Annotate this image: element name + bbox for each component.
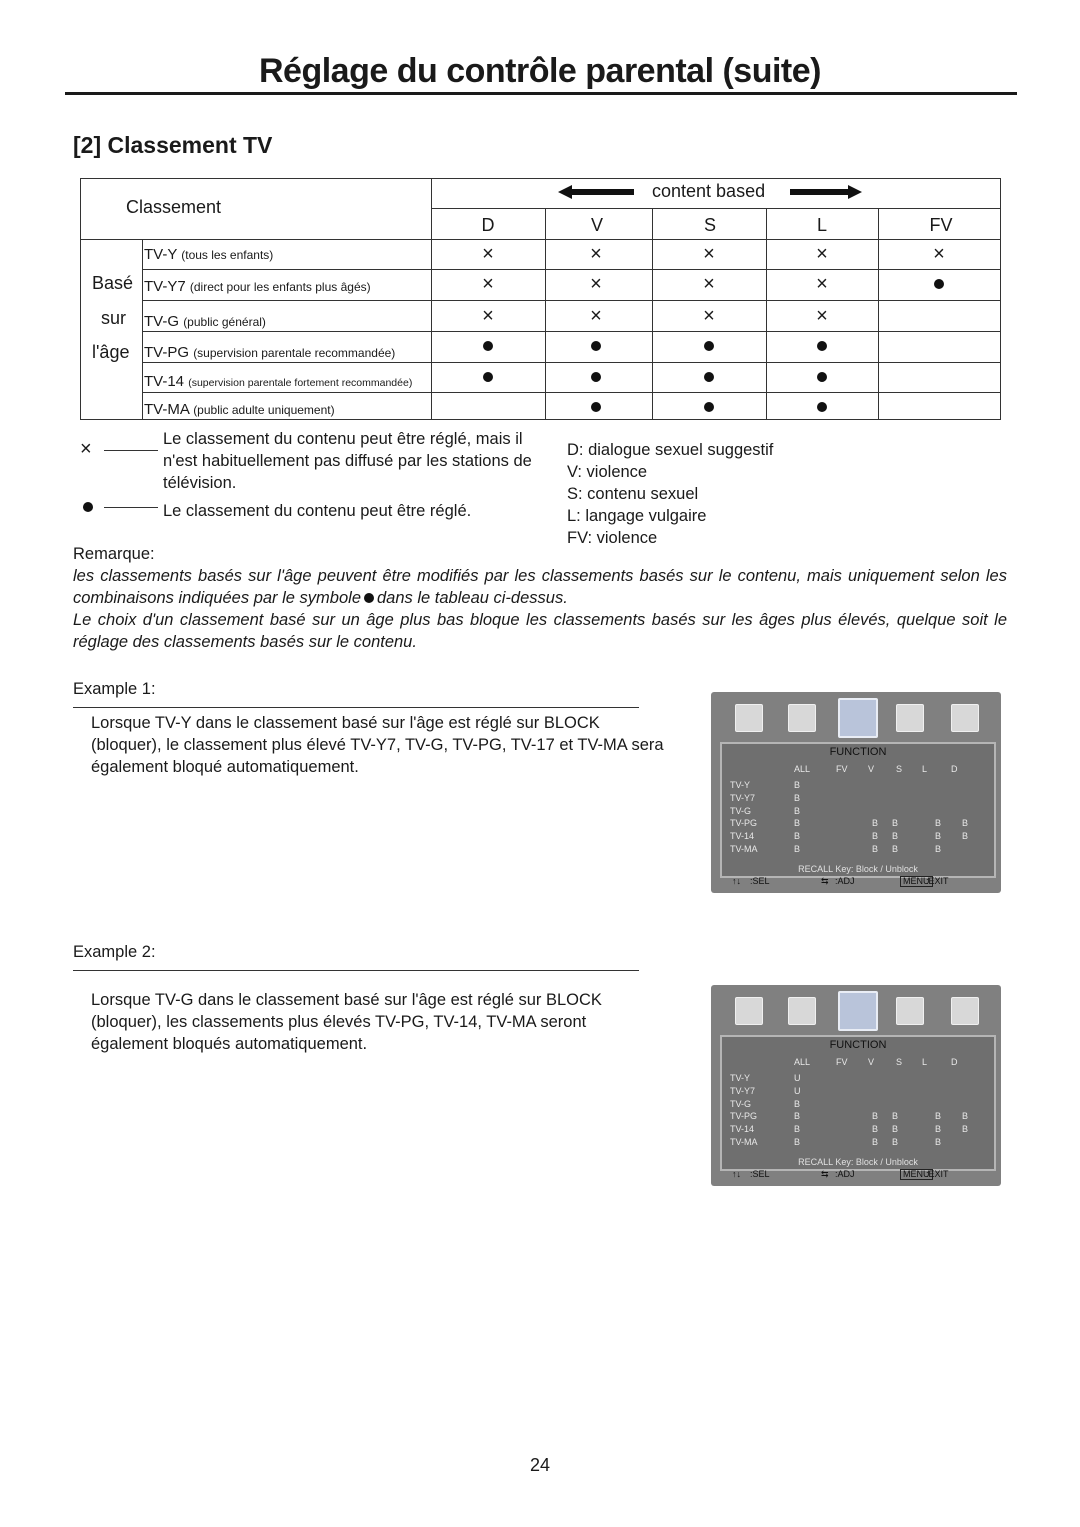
- remark-label: Remarque:: [73, 545, 155, 563]
- osd-cell[interactable]: B: [962, 1124, 969, 1135]
- osd-hint: RECALL Key: Block / Unblock: [798, 1157, 918, 1167]
- dot-mark-icon: [704, 372, 714, 382]
- col-header-d: D: [481, 215, 495, 235]
- audio-icon[interactable]: [788, 997, 816, 1025]
- osd-cell[interactable]: B: [794, 1124, 801, 1135]
- osd-row-label: TV-Y: [730, 1073, 751, 1083]
- page-number: 24: [529, 1455, 551, 1475]
- osd-row-label: TV-14: [730, 1124, 755, 1135]
- row-label-tv-pg: TV-PG (supervision parentale recommandée): [144, 344, 396, 361]
- osd-row-label: TV-G: [730, 805, 752, 816]
- osd-cell[interactable]: B: [962, 1111, 969, 1122]
- dot-mark-icon: [817, 402, 827, 412]
- dot-legend-text: Le classement du contenu peut être réglé.: [163, 502, 472, 520]
- osd-cell[interactable]: B: [935, 1111, 942, 1122]
- example-1-rule: [73, 707, 639, 708]
- osd-panel: [720, 742, 996, 878]
- osd-cell[interactable]: B: [892, 844, 899, 854]
- osd-cell[interactable]: B: [872, 1111, 879, 1122]
- rating-table: [80, 178, 1001, 420]
- dot-mark-icon: [591, 341, 601, 351]
- dot-symbol-icon: [364, 593, 374, 603]
- row-label-tv-y: TV-Y (tous les enfants): [144, 246, 274, 263]
- function-icon[interactable]: [838, 698, 878, 738]
- dot-mark-icon: [591, 372, 601, 382]
- osd-cell[interactable]: B: [935, 818, 942, 829]
- osd-cell[interactable]: B: [794, 805, 801, 816]
- osd-cell[interactable]: B: [794, 780, 801, 790]
- cross-legend-icon: ×: [80, 438, 92, 460]
- osd-cell[interactable]: B: [872, 1137, 879, 1147]
- age-label-3: l'âge: [92, 342, 130, 362]
- osd-col-header: ALL: [794, 1057, 811, 1067]
- dot-mark-icon: [704, 402, 714, 412]
- osd-cell[interactable]: B: [935, 831, 942, 842]
- osd-col-header: V: [868, 764, 875, 774]
- osd-col-header: S: [896, 1057, 903, 1067]
- remark-text: les classements basés sur l'âge peuvent être modifiés par les classements basés sur le contenu, mais uniquement selon les combinaisons indiquées par le symbole dans le tableau ci-dessus. Le choix d'un classement basé sur un âge plus bas bloque les classements basés sur les âges plus élevés, quelque soit le réglage des classements basés sur le contenu.: [73, 567, 1007, 651]
- osd-col-header: ALL: [794, 764, 811, 774]
- col-header-fv: FV: [929, 215, 953, 235]
- col-header-l: L: [816, 215, 827, 235]
- cross-mark-icon: ×: [482, 273, 494, 295]
- cross-mark-icon: ×: [590, 273, 602, 295]
- osd-cell[interactable]: U: [794, 1085, 801, 1096]
- osd-col-header: FV: [836, 1057, 848, 1067]
- age-label-1: Basé: [92, 273, 134, 293]
- cross-mark-icon: ×: [590, 305, 602, 327]
- menu-key: MENU: [900, 876, 933, 887]
- osd-cell[interactable]: U: [794, 1073, 801, 1083]
- cross-legend-text: Le classement du contenu peut être réglé, mais il n'est habituellement pas diffusé par les stations de télévision.: [163, 430, 532, 492]
- content-based-label: content based: [652, 181, 766, 201]
- osd-cell[interactable]: B: [892, 831, 899, 842]
- osd-cell[interactable]: B: [935, 844, 942, 854]
- setup-icon[interactable]: [951, 704, 979, 732]
- row-label-tv-ma: TV-MA (public adulte uniquement): [144, 401, 335, 418]
- osd-row-label: TV-Y7: [730, 1085, 756, 1096]
- classement-header: Classement: [126, 197, 222, 217]
- dot-mark-icon: [817, 341, 827, 351]
- definition-l: L: langage vulgaire: [567, 507, 707, 525]
- cross-mark-icon: ×: [816, 243, 828, 265]
- example-2-rule: [73, 970, 639, 971]
- col-header-s: S: [703, 215, 716, 235]
- cross-mark-icon: ×: [590, 243, 602, 265]
- example-2-label: Example 2:: [73, 943, 156, 961]
- osd-cell[interactable]: B: [794, 1098, 801, 1109]
- title-rule: [65, 92, 1017, 95]
- dot-mark-icon: [934, 279, 944, 289]
- osd-row-label: TV-G: [730, 1098, 752, 1109]
- picture-icon[interactable]: [735, 997, 763, 1025]
- menu-key: MENU: [900, 1169, 933, 1180]
- osd-col-header: L: [922, 1057, 928, 1067]
- cross-mark-icon: ×: [816, 273, 828, 295]
- dot-legend-icon: [83, 502, 93, 512]
- osd-cell[interactable]: B: [962, 831, 969, 842]
- osd-cell[interactable]: B: [872, 1124, 879, 1135]
- osd-row-label: TV-MA: [730, 1137, 758, 1147]
- osd-cell[interactable]: B: [892, 1124, 899, 1135]
- osd-hint: RECALL Key: Block / Unblock: [798, 864, 918, 874]
- function-icon[interactable]: [838, 991, 878, 1031]
- dot-mark-icon: [591, 402, 601, 412]
- osd-title: FUNCTION: [829, 1039, 887, 1051]
- definition-s: S: contenu sexuel: [567, 485, 699, 503]
- osd-cell[interactable]: B: [794, 844, 801, 854]
- osd-menu-example-2: FUNCTION ALL FV V S L D TV-Y U TV-Y7 U TV-G B TV-PG B B B B B TV-14 B B B B B TV-MA B B B B RECALL Key: Block / Unblock ↑↓ :SEL ⇆ :ADJ MENU :EXIT: [711, 985, 1001, 1186]
- row-label-tv-g: TV-G (public général): [144, 313, 266, 330]
- definition-v: V: violence: [567, 463, 648, 481]
- updown-arrow-icon: ↑↓: [732, 1169, 741, 1179]
- col-header-v: V: [590, 215, 603, 235]
- updown-arrow-icon: ↑↓: [732, 876, 741, 886]
- osd-row-label: TV-MA: [730, 844, 758, 854]
- age-label-2: sur: [101, 308, 127, 328]
- cross-legend-line: [104, 450, 158, 451]
- osd-cell[interactable]: B: [872, 844, 879, 854]
- leftright-arrow-icon: ⇆: [821, 876, 829, 886]
- osd-row-label: TV-14: [730, 831, 755, 842]
- osd-col-header: D: [951, 764, 958, 774]
- osd-col-header: L: [922, 764, 928, 774]
- definition-d: D: dialogue sexuel suggestif: [567, 441, 774, 459]
- row-label-tv-y7: TV-Y7 (direct pour les enfants plus âgés): [144, 278, 371, 295]
- osd-cell[interactable]: B: [872, 831, 879, 842]
- dot-legend-line: [104, 507, 158, 508]
- definitions-list: [567, 439, 773, 549]
- cross-mark-icon: ×: [816, 305, 828, 327]
- osd-row-label: TV-Y7: [730, 792, 756, 803]
- osd-cell[interactable]: B: [794, 1111, 801, 1122]
- osd-cell[interactable]: B: [892, 1137, 899, 1147]
- section-heading: [2] Classement TV: [73, 132, 273, 158]
- osd-title: FUNCTION: [829, 746, 887, 758]
- osd-col-header: FV: [836, 764, 848, 774]
- osd-col-header: V: [868, 1057, 875, 1067]
- cross-mark-icon: ×: [703, 305, 715, 327]
- channel-icon[interactable]: [896, 704, 924, 732]
- picture-icon[interactable]: [735, 704, 763, 732]
- leftright-arrow-icon: ⇆: [821, 1169, 829, 1179]
- cross-mark-icon: ×: [482, 243, 494, 265]
- dot-mark-icon: [817, 372, 827, 382]
- osd-panel: [720, 1035, 996, 1171]
- osd-col-header: D: [951, 1057, 958, 1067]
- definition-fv: FV: violence: [567, 529, 658, 547]
- setup-icon[interactable]: [951, 997, 979, 1025]
- audio-icon[interactable]: [788, 704, 816, 732]
- cross-mark-icon: ×: [482, 305, 494, 327]
- osd-row-label: TV-PG: [730, 818, 758, 829]
- osd-cell[interactable]: B: [935, 1137, 942, 1147]
- osd-cell[interactable]: B: [892, 1111, 899, 1122]
- row-label-tv-14: TV-14 (supervision parentale fortement recommandée): [144, 373, 413, 390]
- cross-mark-icon: ×: [703, 273, 715, 295]
- osd-cell[interactable]: B: [794, 792, 801, 803]
- dot-mark-icon: [704, 341, 714, 351]
- osd-row-label: TV-Y: [730, 780, 751, 790]
- osd-cell[interactable]: B: [794, 818, 801, 829]
- cross-mark-icon: ×: [933, 243, 945, 265]
- cross-mark-icon: ×: [703, 243, 715, 265]
- osd-cell[interactable]: B: [892, 818, 899, 829]
- osd-cell[interactable]: B: [872, 818, 879, 829]
- right-arrow-icon: [790, 184, 862, 200]
- channel-icon[interactable]: [896, 997, 924, 1025]
- example-2-text: Lorsque TV-G dans le classement basé sur l'âge est réglé sur BLOCK (bloquer), les classements plus élevés TV-PG, TV-14, TV-MA seront également bloqués automatiquement.: [91, 991, 602, 1053]
- osd-cell[interactable]: B: [935, 1124, 942, 1135]
- osd-cell[interactable]: B: [962, 818, 969, 829]
- left-arrow-icon: [558, 184, 634, 200]
- dot-mark-icon: [483, 341, 493, 351]
- osd-menu-example-1: FUNCTION ALL FV V S L D TV-Y B TV-Y7 B TV-G B TV-PG B B B B B TV-14 B B B B B TV-MA B B B B RECALL Key: Block / Unblock ↑↓ :SEL ⇆ :ADJ MENU :EXIT: [711, 692, 1001, 893]
- example-1-text: Lorsque TV-Y dans le classement basé sur l'âge est réglé sur BLOCK (bloquer), le classement plus élevé TV-Y7, TV-G, TV-PG, TV-17 et TV-MA sera également bloqué automatiquement.: [91, 714, 664, 776]
- dot-mark-icon: [483, 372, 493, 382]
- example-1-label: Example 1:: [73, 680, 156, 698]
- osd-cell[interactable]: B: [794, 831, 801, 842]
- page-title: Réglage du contrôle parental (suite): [259, 52, 821, 90]
- osd-cell[interactable]: B: [794, 1137, 801, 1147]
- osd-row-label: TV-PG: [730, 1111, 758, 1122]
- osd-col-header: S: [896, 764, 903, 774]
